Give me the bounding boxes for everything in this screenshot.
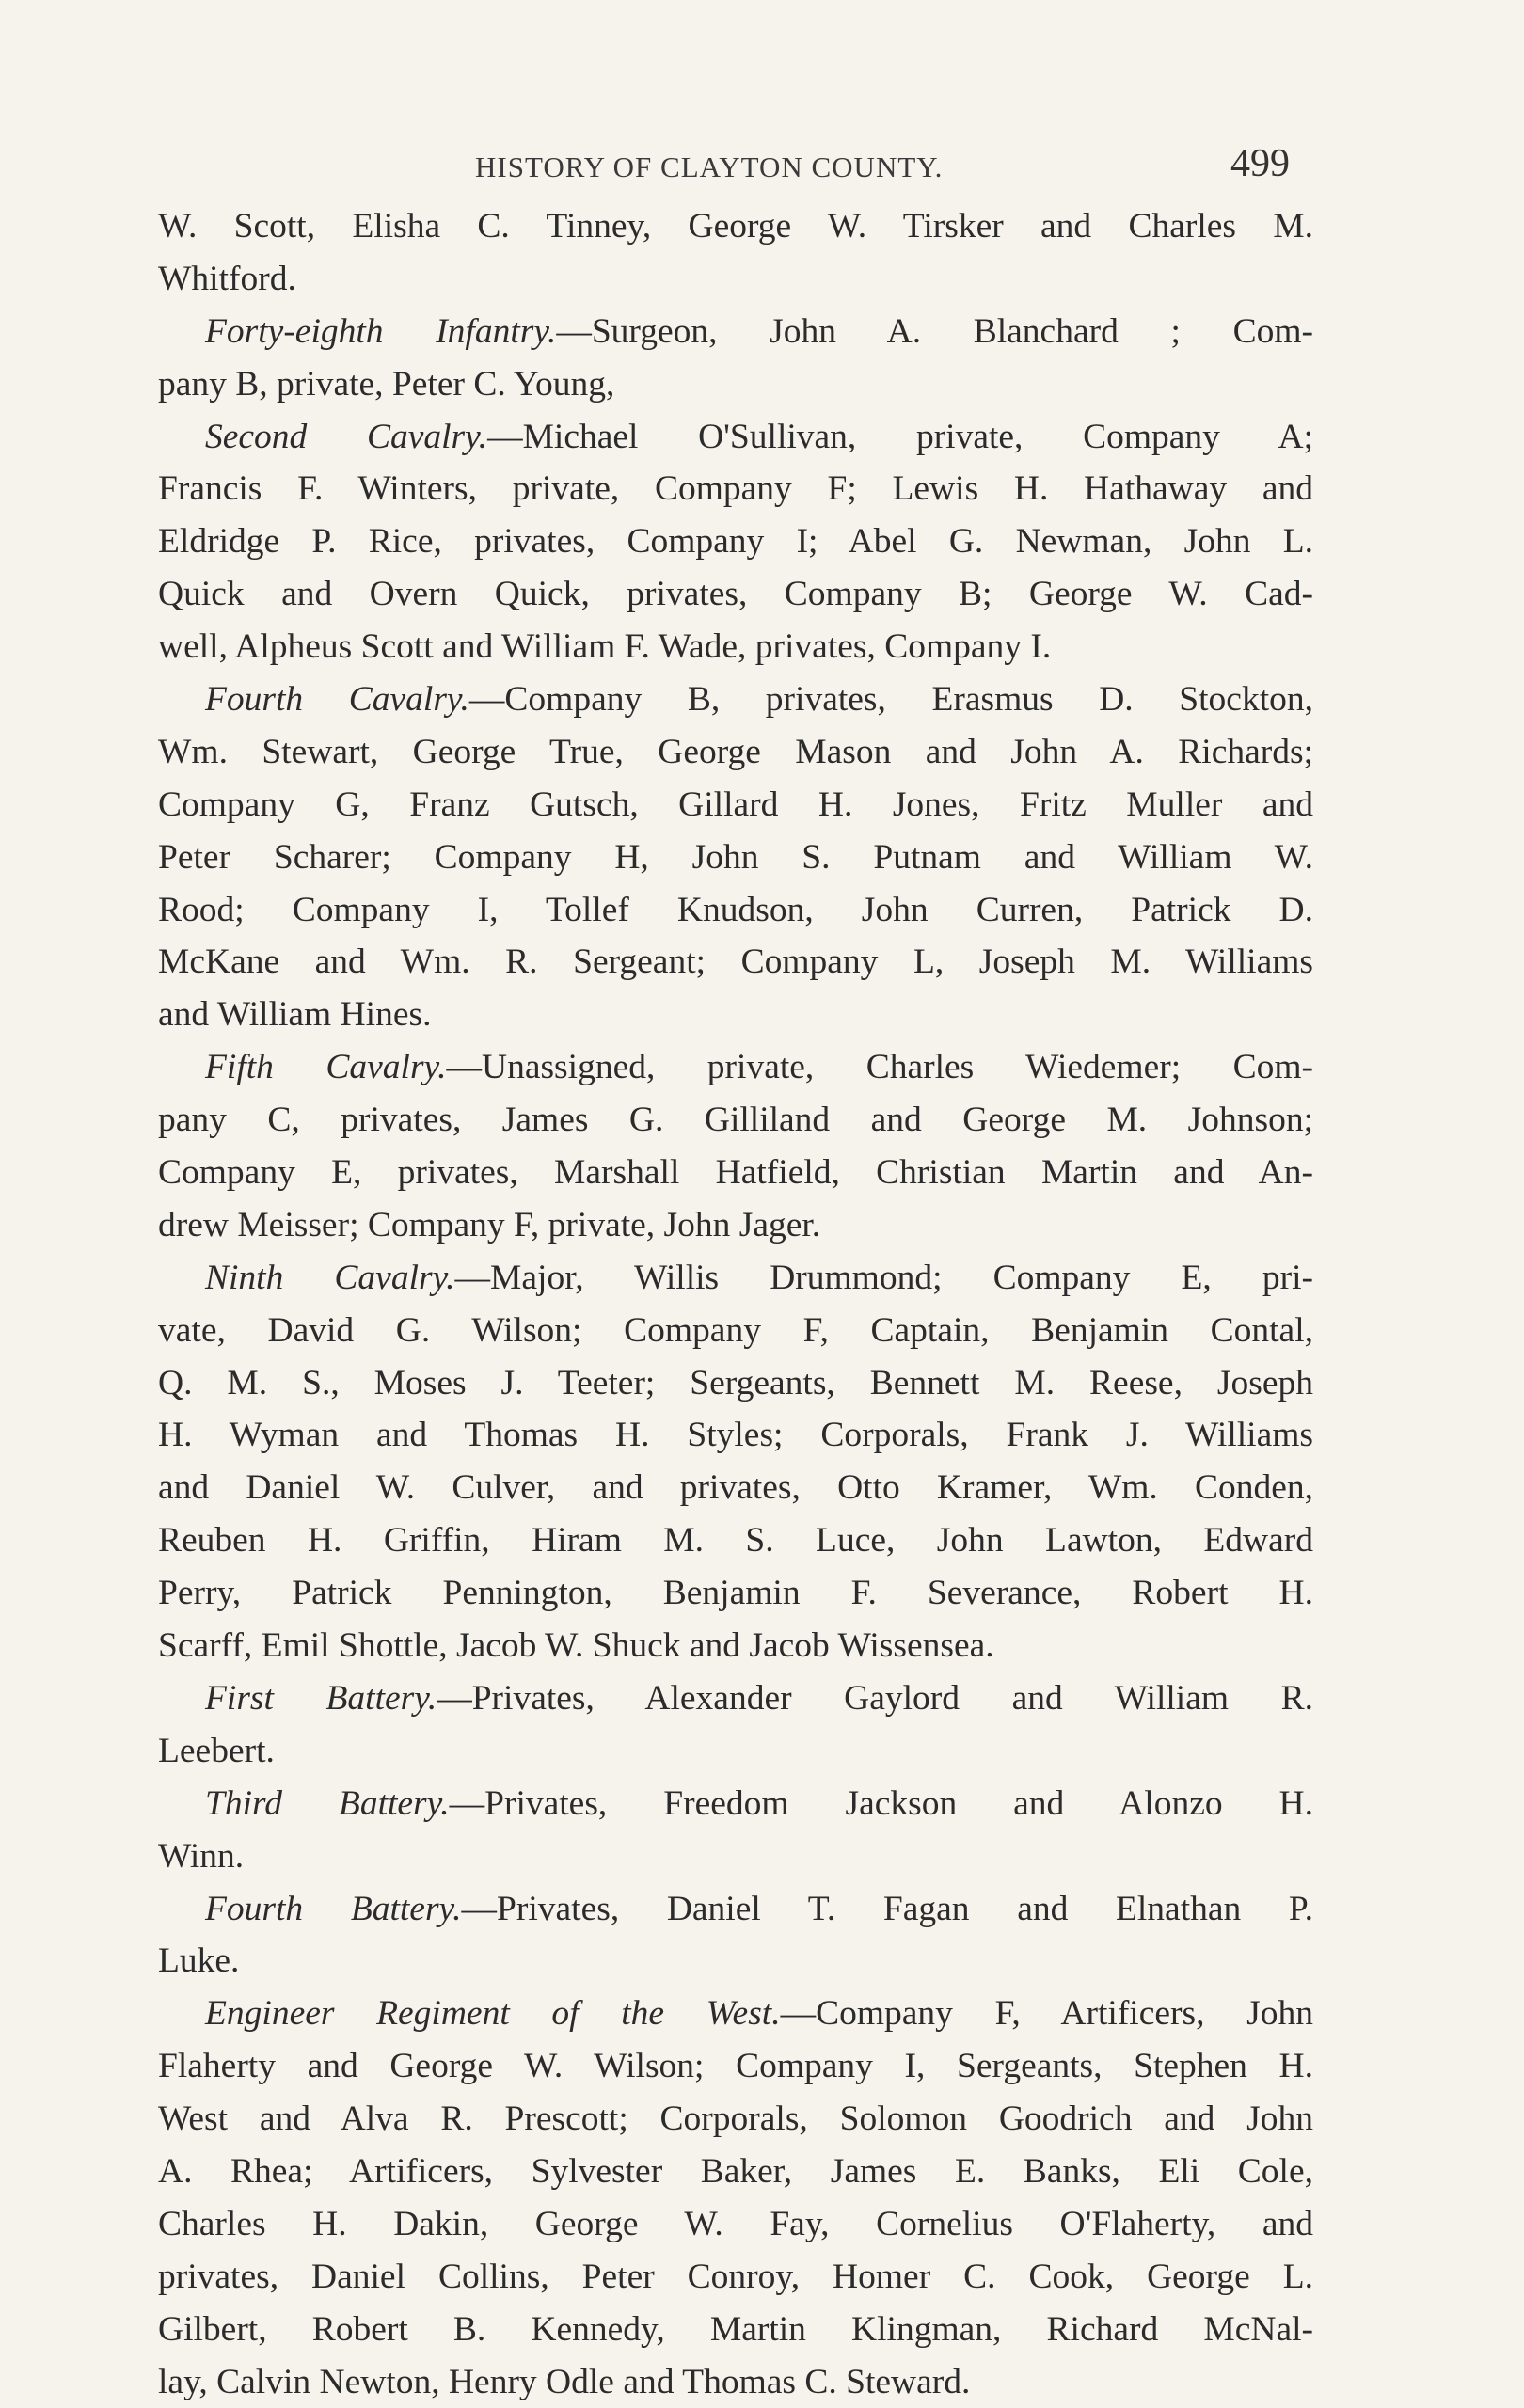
line-text: Company E, privates, Marshall Hatfield, Christian Martin and An- [158, 1153, 1313, 1193]
unit-heading: First Battery. [205, 1678, 437, 1718]
text-line [158, 1147, 1313, 1199]
line-text: well, Alpheus Scott and William F. Wade, privates, Company I. [158, 627, 1052, 667]
page-number: 499 [1230, 142, 1290, 185]
line-text: vate, David G. Wilson; Company F, Captain, Benjamin Contal, [158, 1310, 1313, 1350]
text-line [158, 884, 1313, 937]
line-text: —Major, Willis Drummond; Company E, pri- [454, 1258, 1314, 1297]
text-line [158, 463, 1313, 515]
paragraph-first-line [158, 1252, 1313, 1305]
unit-heading: Forty-eighth Infantry. [205, 311, 557, 351]
text-line [158, 1409, 1313, 1462]
line-text: Gilbert, Robert B. Kennedy, Martin Klingman, Richard McNal- [158, 2309, 1313, 2349]
line-text: —Company F, Artificers, John [780, 1994, 1313, 2034]
unit-heading: Fourth Cavalry. [205, 680, 469, 720]
unit-heading: Third Battery. [205, 1783, 450, 1823]
line-text: and Daniel W. Culver, and privates, Otto Kramer, Wm. Conden, [158, 1468, 1313, 1508]
line-text: Quick and Overn Quick, privates, Company B; George W. Cad- [158, 575, 1313, 614]
text-line [158, 2093, 1313, 2146]
line-text: —Surgeon, John A. Blanchard ; Com- [556, 311, 1314, 351]
text-line [158, 989, 1313, 1041]
line-text: Leebert. [158, 1731, 275, 1770]
paragraph-first-line [158, 1988, 1313, 2040]
line-text: Perry, Patrick Pennington, Benjamin F. Severance, Robert H. [158, 1574, 1313, 1613]
line-text: West and Alva R. Prescott; Corporals, Solomon Goodrich and John [158, 2099, 1313, 2139]
text-line [158, 936, 1313, 989]
line-text: lay, Calvin Newton, Henry Odle and Thomas C. Steward. [158, 2362, 971, 2401]
text-line [158, 515, 1313, 568]
text-line [158, 1357, 1313, 1410]
text-line [158, 1514, 1313, 1567]
line-text: —Michael O'Sullivan, private, Company A; [487, 417, 1313, 456]
line-text: drew Meisser; Company F, private, John Jager. [158, 1205, 821, 1244]
unit-heading: Fifth Cavalry. [205, 1048, 447, 1087]
line-text: Luke. [158, 1941, 240, 1981]
line-text: Peter Scharer; Company H, John S. Putnam and William W. [158, 837, 1313, 877]
unit-heading: Second Cavalry. [205, 417, 488, 456]
line-text: W. Scott, Elisha C. Tinney, George W. Tirsker and Charles M. [158, 207, 1313, 246]
text-line [158, 2304, 1313, 2356]
text-line [158, 1830, 1313, 1883]
text-line [158, 1620, 1313, 1672]
text-line [158, 568, 1313, 621]
paragraph-first-line [158, 673, 1313, 726]
line-text: H. Wyman and Thomas H. Styles; Corporals, Frank J. Williams [158, 1416, 1313, 1455]
line-text: —Privates, Alexander Gaylord and William R. [437, 1678, 1313, 1718]
line-text: pany B, private, Peter C. Young, [158, 364, 615, 404]
line-text: —Privates, Daniel T. Fagan and Elnathan P. [461, 1889, 1313, 1928]
text-line [158, 621, 1313, 673]
unit-heading: Engineer Regiment of the West. [205, 1994, 781, 2034]
line-text: and William Hines. [158, 995, 432, 1035]
body-text [158, 200, 1313, 2408]
text-line [158, 779, 1313, 832]
text-line [158, 1567, 1313, 1620]
unit-heading: Ninth Cavalry. [205, 1258, 455, 1297]
line-text: Company G, Franz Gutsch, Gillard H. Jones, Fritz Muller and [158, 784, 1313, 824]
text-line [158, 1094, 1313, 1147]
text-line [158, 1725, 1313, 1778]
text-line [158, 1199, 1313, 1252]
running-head: HISTORY OF CLAYTON COUNTY. [475, 150, 944, 183]
paragraph-first-line [158, 1672, 1313, 1725]
text-line [158, 726, 1313, 779]
text-line [158, 2146, 1313, 2198]
line-text: Francis F. Winters, private, Company F; Lewis H. Hathaway and [158, 469, 1313, 509]
text-line [158, 2198, 1313, 2251]
text-line [158, 253, 1313, 306]
line-text: Winn. [158, 1836, 245, 1876]
paragraph-first-line [158, 1041, 1313, 1094]
line-text: —Unassigned, private, Charles Wiedemer; Com- [446, 1048, 1313, 1087]
paragraph-first-line [158, 1883, 1313, 1936]
line-text: —Privates, Freedom Jackson and Alonzo H. [449, 1783, 1313, 1823]
unit-heading: Fourth Battery. [205, 1889, 462, 1928]
text-line [158, 200, 1313, 253]
line-text: pany C, privates, James G. Gilliland and George M. Johnson; [158, 1101, 1313, 1140]
line-text: —Company B, privates, Erasmus D. Stockton, [468, 680, 1313, 720]
text-line [158, 1462, 1313, 1514]
line-text: Flaherty and George W. Wilson; Company I, Sergeants, Stephen H. [158, 2047, 1313, 2086]
text-line [158, 832, 1313, 884]
text-line [158, 1305, 1313, 1357]
line-text: Wm. Stewart, George True, George Mason and John A. Richards; [158, 732, 1313, 771]
line-text: Reuben H. Griffin, Hiram M. S. Luce, John Lawton, Edward [158, 1521, 1313, 1560]
line-text: A. Rhea; Artificers, Sylvester Baker, James E. Banks, Eli Cole, [158, 2151, 1313, 2191]
text-line [158, 1935, 1313, 1988]
text-line [158, 2251, 1313, 2304]
line-text: Rood; Company I, Tollef Knudson, John Curren, Patrick D. [158, 890, 1313, 929]
line-text: Eldridge P. Rice, privates, Company I; Abel G. Newman, John L. [158, 522, 1313, 562]
page-header [0, 141, 1524, 198]
line-text: Whitford. [158, 259, 296, 298]
paragraph-first-line [158, 411, 1313, 464]
line-text: McKane and Wm. R. Sergeant; Company L, Joseph M. Williams [158, 943, 1313, 982]
text-line [158, 2356, 1313, 2408]
line-text: Charles H. Dakin, George W. Fay, Cornelius O'Flaherty, and [158, 2204, 1313, 2243]
text-line [158, 2040, 1313, 2093]
line-text: privates, Daniel Collins, Peter Conroy, Homer C. Cook, George L. [158, 2257, 1313, 2296]
line-text: Q. M. S., Moses J. Teeter; Sergeants, Bennett M. Reese, Joseph [158, 1363, 1313, 1402]
paragraph-first-line [158, 306, 1313, 358]
paragraph-first-line [158, 1778, 1313, 1830]
line-text: Scarff, Emil Shottle, Jacob W. Shuck and Jacob Wissensea. [158, 1626, 994, 1666]
text-line [158, 358, 1313, 411]
